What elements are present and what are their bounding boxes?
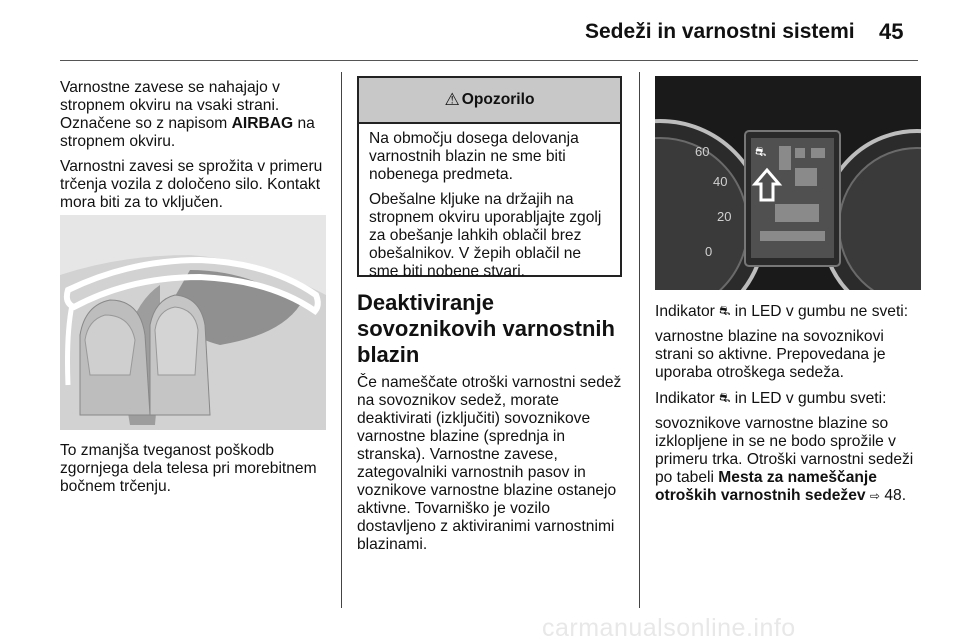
warning-paragraph-1: Na območju dosega delovanja varnostnih blazin ne sme biti nobenega predmeta. (369, 130, 579, 183)
column-1-bottom-text (60, 442, 330, 503)
section-title: Deaktiviranje sovoznikovih varnostnih blazin (357, 290, 615, 367)
injury-reduction-paragraph: To zmanjša tveganost poškodb zgornjega dela telesa pri morebitnem bočnem trčenju. (60, 442, 317, 495)
column-divider-right (639, 72, 640, 608)
page-reference-arrow-icon: ⇨ (869, 489, 880, 503)
indicator-symbol: ⛐ (755, 145, 767, 160)
curtain-airbag-illustration (60, 215, 326, 430)
curtain-airbag-paragraph: Varnostne zavese se nahajajo v stropnem okviru na vsaki strani. Označene so z napisom AIRBAG na stropnem okviru. (60, 79, 315, 150)
airbag-off-icon: ⛐ (719, 390, 731, 405)
page-header-title: Sedeži in varnostni sistemi (585, 20, 855, 43)
indicator-on-text: sovoznikove varnostne blazine so izklopljene in se ne bodo sprožile v primeru trka. Otroški varnostni sedeži po tabeli Mesta za nameščanje otroških varnostnih sedežev ⇨ 48. (655, 415, 914, 504)
indicator-off-text: varnostne blazine na sovoznikovi strani so aktivne. Prepovedana je uporaba otroškega sedeža. (655, 328, 886, 381)
indicator-off-heading: Indikator ⛐ in LED v gumbu ne sveti: (655, 303, 909, 320)
deactivation-section (357, 290, 629, 554)
watermark: carmanualsonline.info (542, 614, 796, 642)
page-number: 45 (879, 19, 904, 44)
airbag-label: AIRBAG (231, 115, 294, 132)
gauge-tick-label-4: 0 (705, 244, 713, 259)
warning-paragraph-2: Obešalne kljuke na držajih na stropnem okviru uporabljajte zgolj za obešanje lahkih oblačil brez obešalnikov. V žepih oblačil ne sme biti nobene stvari. (369, 191, 602, 280)
warning-header (359, 78, 620, 124)
airbag-off-icon: ⛐ (719, 303, 731, 318)
warning-box (357, 76, 622, 280)
header-rule (60, 60, 918, 61)
page-reference[interactable]: 48 (884, 487, 902, 504)
child-seat-table-link[interactable]: Mesta za nameščanje otroških varnostnih sedežev (655, 469, 877, 504)
column-3-text (655, 302, 923, 512)
indicator-on-heading: Indikator ⛐ in LED v gumbu sveti: (655, 390, 887, 407)
column-1-text (60, 79, 330, 219)
dashboard-indicator-photo (655, 76, 921, 290)
warning-body (359, 124, 620, 281)
deactivation-paragraph: Če nameščate otroški varnostni sedež na sovoznikov sedež, morate deaktivirati (izključiti) sovoznikove varnostne blazine (sprednja in stranska). Varnostne zavese, zategovalniki varnostnih pasov in voznikove varnostne blazine ostanejo aktivne. Tovarniško je vozilo dostavljeno z aktiviranimi varnostnimi blazinami. (357, 374, 622, 553)
column-divider-left (341, 72, 342, 608)
curtain-deploy-paragraph: Varnostni zavesi se sprožita v primeru trčenja vozila z določeno silo. Kontakt mora biti za to vključen. (60, 158, 323, 211)
gauge-tick-label-2: 40 (713, 174, 728, 189)
gauge-tick-label-3: 20 (717, 209, 732, 224)
warning-triangle-icon: ⚠ (444, 90, 460, 109)
gauge-tick-label-1: 60 (695, 144, 710, 159)
warning-title: Opozorilo (461, 91, 535, 108)
